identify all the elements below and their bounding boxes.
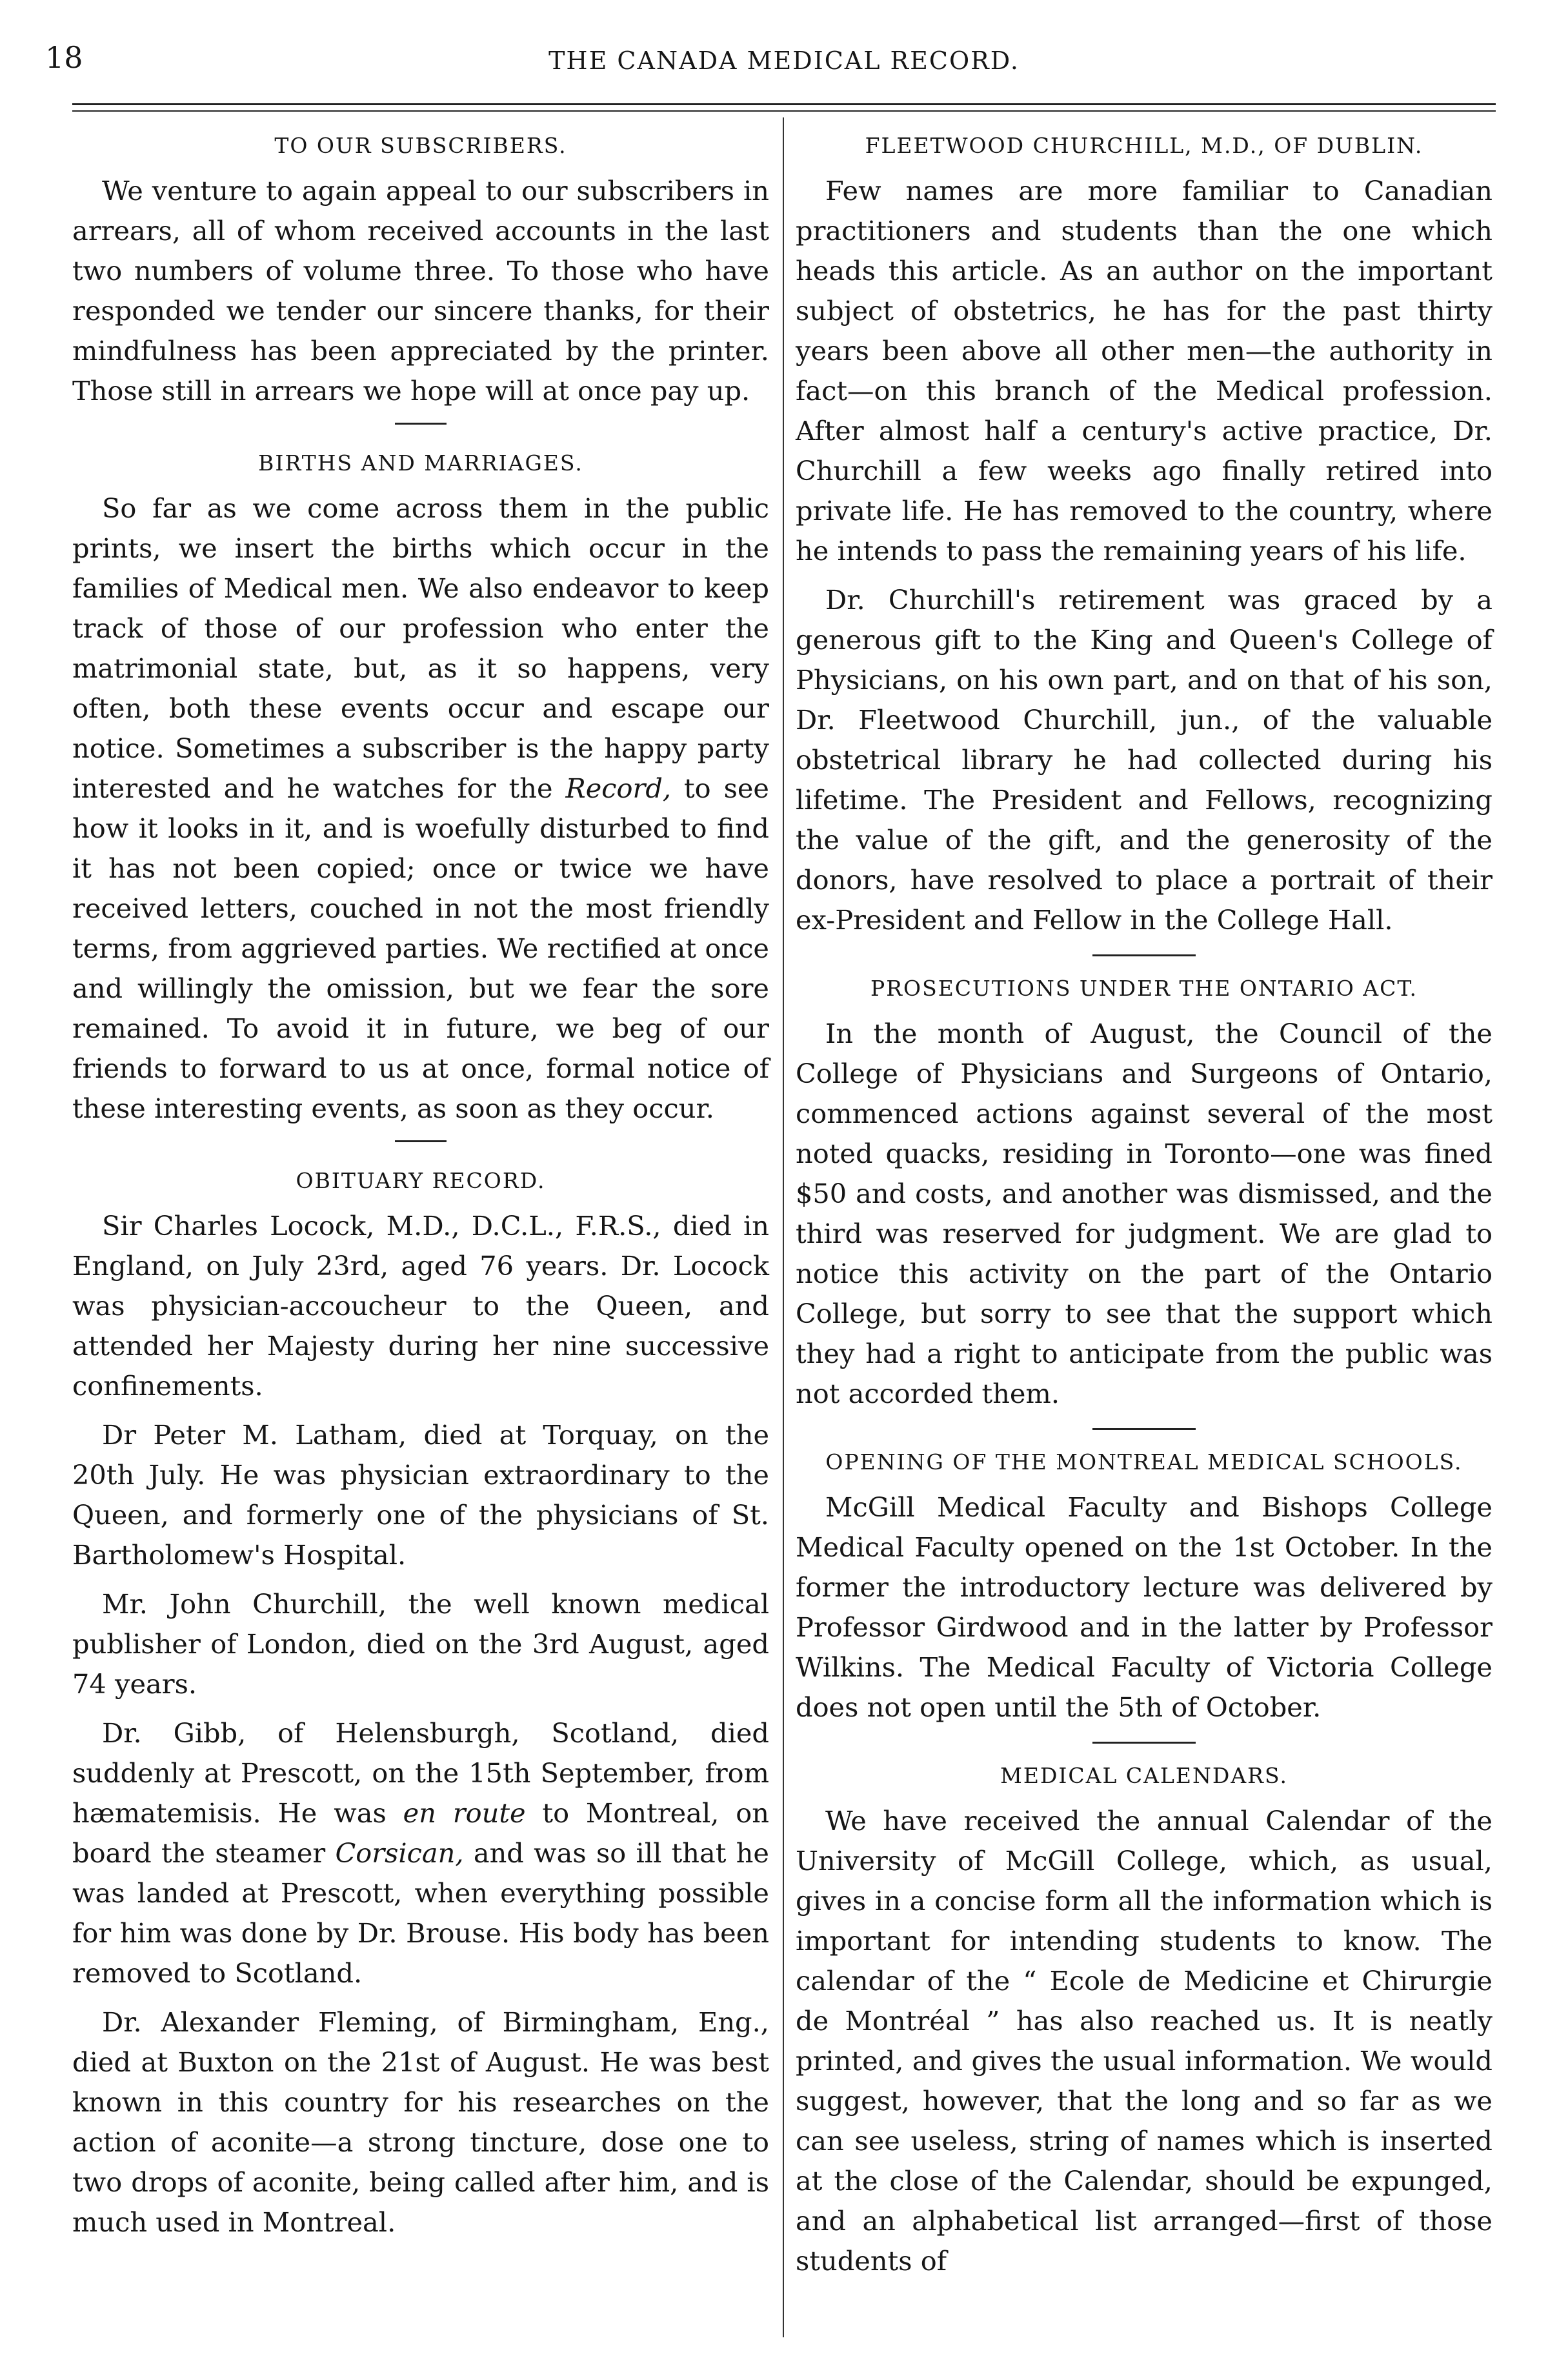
obituary-fleming: Dr. Alexander Fleming, of Birmingham, Eng., died at Buxton on the 21st of August. He was best known in this country for his researches on the action of aconite—a strong tincture, dose one to two drops of aconite, being called after him, and is much used in Montreal.: [72, 2006, 769, 2238]
births-paragraph: [72, 489, 769, 1129]
gibb-italic-corsican: Corsican,: [335, 1837, 464, 1869]
page-number: 18: [45, 40, 83, 75]
journal-title: THE CANADA MEDICAL RECORD.: [548, 46, 1020, 75]
prosecutions-paragraph: In the month of August, the Council of the College of Physicians and Surgeons of Ontario, commenced actions against several of the most noted quacks, residing in Toronto—one was fined $50 and costs, and another was dismissed, and the third was reserved for judgment. We are glad to notice this activity on the part of the Ontario College, but sorry to see that the support which they had a right to anticipate from the public was not accorded them.: [796, 1018, 1493, 1409]
calendars-heading: MEDICAL CALENDARS.: [1000, 1763, 1288, 1788]
births-heading: BIRTHS AND MARRIAGES.: [258, 450, 583, 476]
right-column: [796, 129, 1493, 2290]
obituary-heading: OBITUARY RECORD.: [296, 1168, 546, 1193]
churchill-paragraph-2: Dr. Churchill's retirement was graced by a generous gift to the King and Queen's College of Physicians, on his own part, and on that of his son, Dr. Fleetwood Churchill, jun., of the valuable obstetrical library he had collected during his lifetime. The President and Fellows, recognizing the value of the gift, and the generosity of the donors, have resolved to place a portrait of their ex-President and Fellow in the College Hall.: [796, 584, 1493, 936]
section-divider: [395, 423, 447, 425]
running-head: [39, 40, 1529, 98]
obituary-locock: Sir Charles Locock, M.D., D.C.L., F.R.S., died in England, on July 23rd, aged 76 years. Dr. Locock was physician-accoucheur to the Queen, and attended her Majesty during her nine successive confinements.: [72, 1210, 769, 1402]
section-divider: [1092, 1742, 1196, 1744]
subscribers-heading: TO OUR SUBSCRIBERS.: [274, 133, 567, 158]
churchill-paragraph-1: Few names are more familiar to Canadian practitioners and students than the one which heads this article. As an author on the important subject of obstetrics, he has for the past thirty years been above all other men—the authority in fact—on this branch of the Medical profession. After almost half a century's active practice, Dr. Churchill a few weeks ago finally retired into private life. He has removed to the country, where he intends to pass the remaining years of his life.: [796, 175, 1493, 567]
left-column: [72, 129, 769, 2251]
section-divider: [1092, 1428, 1196, 1430]
gibb-text-c: and was so ill that he was landed at Prescott, when everything possible for him was done by Dr. Brouse. His body has been removed to Scotland.: [72, 1837, 769, 1989]
obituary-latham: Dr Peter M. Latham, died at Torquay, on the 20th July. He was physician extraordinary to the Queen, and formerly one of the physicians of St. Bartholomew's Hospital.: [72, 1419, 769, 1571]
column-divider: [783, 117, 784, 2337]
header-rule: [72, 103, 1496, 112]
section-divider: [1092, 954, 1196, 956]
churchill-heading: FLEETWOOD CHURCHILL, M.D., OF DUBLIN.: [865, 133, 1423, 158]
births-text-b: to see how it looks in it, and is woefully disturbed to find it has not been copied; once or twice we have received letters, couched in not the most friendly terms, from aggrieved parties. We rectified at once and willingly the omission, but we fear the sore remained. To avoid it in future, we beg of our friends to forward to us at once, formal notice of these interesting events, as soon as they occur.: [72, 772, 769, 1124]
obituary-gibb: [72, 1713, 769, 1993]
gibb-text-b: to Montreal, on board the steamer: [72, 1797, 769, 1869]
calendars-paragraph: We have received the annual Calendar of the University of McGill College, which, as usual, gives in a concise form all the information which is important for intending students to know. The calendar of the “ Ecole de Medicine et Chirurgie de Montréal ” has also reached us. It is neatly printed, and gives the usual information. We would suggest, however, that the long and so far as we can see useless, string of names which is inserted at the close of the Calendar, should be expunged, and an alphabetical list arranged—first of those students of: [796, 1805, 1493, 2277]
births-record-italic: Record,: [565, 772, 672, 804]
gibb-text-a: Dr. Gibb, of Helensburgh, Scotland, died suddenly at Prescott, on the 15th September, from hæmatemisis. He was: [72, 1717, 769, 1829]
gibb-italic-route: en route: [403, 1797, 526, 1829]
prosecutions-heading: PROSECUTIONS UNDER THE ONTARIO ACT.: [870, 976, 1418, 1001]
obituary-churchill: Mr. John Churchill, the well known medical publisher of London, died on the 3rd August, aged 74 years.: [72, 1588, 769, 1700]
subscribers-paragraph: We venture to again appeal to our subscribers in arrears, all of whom received accounts in the last two numbers of volume three. To those who have responded we tender our sincere thanks, for their mindfulness has been appreciated by the printer. Those still in arrears we hope will at once pay up.: [72, 175, 769, 407]
opening-heading: OPENING OF THE MONTREAL MEDICAL SCHOOLS.: [825, 1449, 1463, 1475]
section-divider: [395, 1140, 447, 1142]
opening-paragraph: McGill Medical Faculty and Bishops College Medical Faculty opened on the 1st October. In the former the introductory lecture was delivered by Professor Girdwood and in the latter by Professor Wilkins. The Medical Faculty of Victoria College does not open until the 5th of October.: [796, 1491, 1493, 1723]
births-text-a: So far as we come across them in the public prints, we insert the births which occur in the families of Medical men. We also endeavor to keep track of those of our profession who enter the matrimonial state, but, as it so happens, very often, both these events occur and escape our notice. Sometimes a subscriber is the happy party interested and he watches for the: [72, 492, 769, 804]
